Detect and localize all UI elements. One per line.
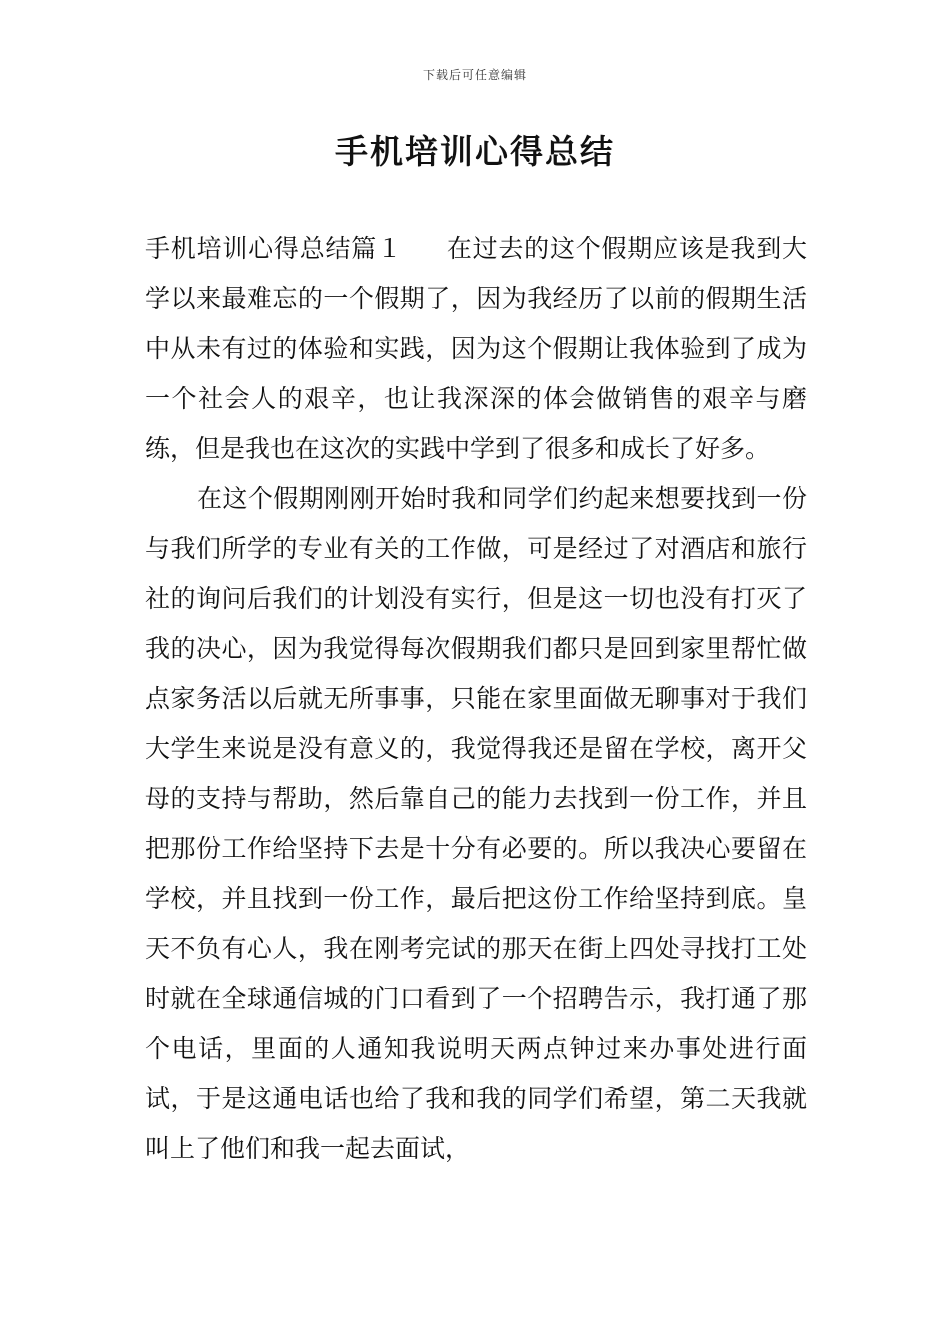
paragraph-1-text: 在过去的这个假期应该是我到大学以来最难忘的一个假期了，因为我经历了以前的假期生活中从未有过的体验和实践，因为这个假期让我体验到了成为一个社会人的艰辛，也让我深深的体会做销售的艰辛与磨练，但是我也在这次的实践中学到了很多和成长了好多。	[145, 234, 807, 463]
section-heading: 手机培训心得总结篇１	[145, 234, 403, 263]
document-title: 手机培训心得总结	[335, 132, 615, 171]
document-body	[145, 224, 807, 1174]
paragraph-1	[145, 224, 807, 474]
header-note: 下载后可任意编辑	[422, 68, 527, 82]
paragraph-2: 在这个假期刚刚开始时我和同学们约起来想要找到一份与我们所学的专业有关的工作做，可是经过了对酒店和旅行社的询问后我们的计划没有实行，但是这一切也没有打灭了我的决心，因为我觉得每次假期我们都只是回到家里帮忙做点家务活以后就无所事事，只能在家里面做无聊事对于我们大学生来说是没有意义的，我觉得我还是留在学校，离开父母的支持与帮助，然后靠自己的能力去找到一份工作，并且把那份工作给坚持下去是十分有必要的。所以我决心要留在学校，并且找到一份工作，最后把这份工作给坚持到底。皇天不负有心人，我在刚考完试的那天在街上四处寻找打工处时就在全球通信城的门口看到了一个招聘告示，我打通了那个电话，里面的人通知我说明天两点钟过来办事处进行面试，于是这通电话也给了我和我的同学们希望，第二天我就叫上了他们和我一起去面试，	[145, 484, 807, 1163]
